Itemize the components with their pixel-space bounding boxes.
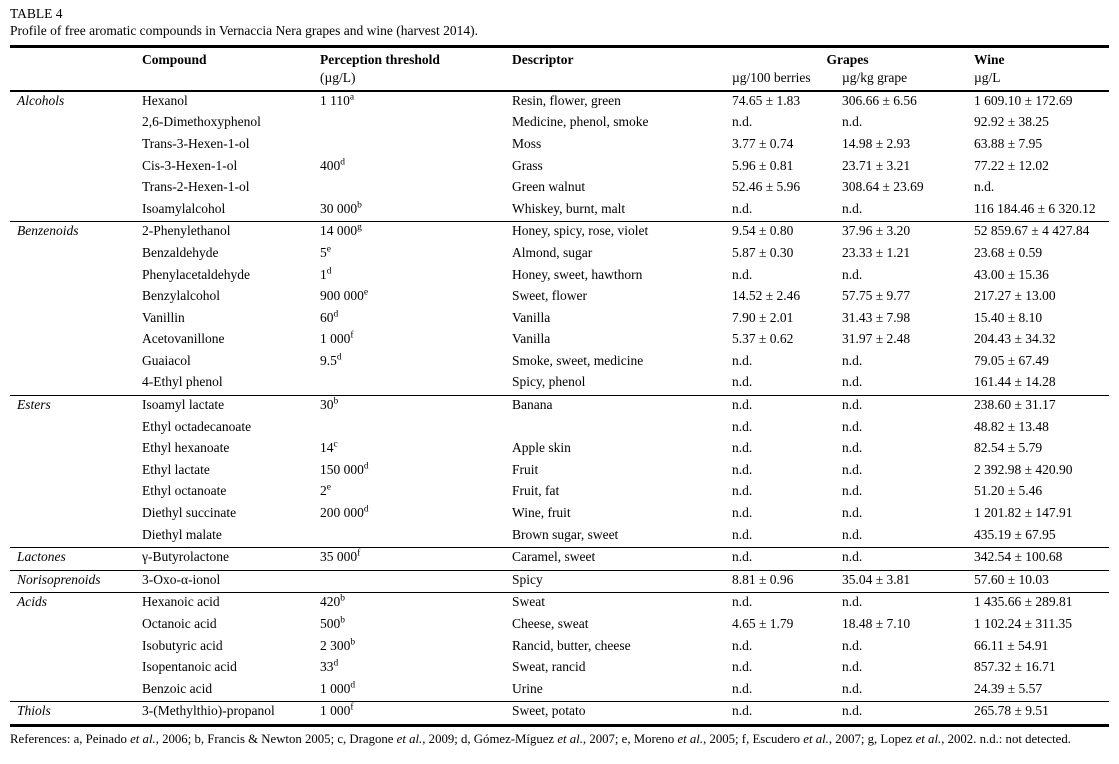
- grapes-kg-cell: n.d.: [842, 659, 863, 675]
- footnote-et-al: et al.: [557, 731, 583, 746]
- col-header-ug-100-berries: µg/100 berries: [725, 69, 835, 91]
- footnote-text: , 2005; f, Escudero: [703, 731, 804, 746]
- compound-cell: Isopentanoic acid: [142, 659, 237, 675]
- category-cell: Thiols: [10, 702, 135, 726]
- compound-cell: Benzoic acid: [135, 680, 313, 702]
- col-header-wine-group: Wine: [967, 46, 1109, 69]
- grapes-berries-cell: n.d.: [732, 505, 753, 521]
- compound-cell: 2,6-Dimethoxyphenol: [142, 114, 261, 130]
- grapes-berries-cell: n.d.: [732, 461, 753, 477]
- reference-superscript: b: [340, 593, 345, 604]
- references-footnote: [10, 731, 1109, 748]
- wine-cell: 116 184.46 ± 6 320.12: [967, 200, 1109, 222]
- descriptor-cell: [505, 418, 725, 440]
- category-cell: [10, 266, 135, 288]
- threshold-cell: 14 000$^g$: [320, 222, 362, 239]
- table-row: [10, 702, 1109, 726]
- category-cell: Benzenoids: [17, 223, 79, 239]
- wine-cell: 77.22 ± 12.02: [974, 157, 1049, 173]
- compound-cell: 3-Oxo-α-ionol: [135, 570, 313, 593]
- wine-cell: 1 201.82 ± 147.91: [974, 505, 1073, 521]
- compound-cell: Diethyl malate: [135, 526, 313, 548]
- compound-cell: Benzaldehyde: [142, 244, 219, 260]
- threshold-cell: 5e: [320, 244, 331, 260]
- reference-superscript: b: [333, 396, 339, 407]
- grapes-kg-cell: 31.97 ± 2.48: [842, 331, 911, 347]
- table-row: [10, 244, 1109, 266]
- wine-cell: 63.88 ± 7.95: [974, 135, 1043, 151]
- wine-cell: 51.20 ± 5.46: [974, 483, 1043, 499]
- compound-cell: Isoamylalcohol: [135, 200, 313, 222]
- category-cell: [10, 461, 135, 483]
- threshold-cell: 2e: [320, 482, 331, 499]
- table-row: [10, 593, 1109, 615]
- footnote-text: , 2007; e, Moreno: [582, 731, 678, 746]
- category-cell: [10, 526, 135, 548]
- reference-superscript: e: [363, 287, 369, 298]
- table-row: [10, 570, 1109, 593]
- grapes-kg-cell: 31.43 ± 7.98: [842, 309, 911, 325]
- table-header: [10, 46, 1109, 91]
- threshold-cell: 33$^d$: [320, 658, 339, 675]
- descriptor-cell: Smoke, sweet, medicine: [512, 352, 644, 368]
- compound-cell: 2-Phenylethanol: [142, 223, 231, 239]
- reference-superscript: b: [350, 637, 356, 648]
- wine-cell: 52 859.67 ± 4 427.84: [974, 223, 1090, 239]
- grapes-kg-cell: n.d.: [835, 200, 967, 222]
- grapes-kg-cell: n.d.: [842, 352, 863, 368]
- grapes-kg-cell: 35.04 ± 3.81: [835, 570, 967, 593]
- header-row-groups: [10, 46, 1109, 69]
- grapes-berries-cell: n.d.: [732, 114, 753, 130]
- table-row: [10, 373, 1109, 395]
- threshold-cell: 150 000$^d$: [320, 461, 369, 477]
- category-cell: [10, 637, 135, 659]
- threshold-cell: 2 300$^b$: [320, 637, 356, 653]
- compound-cell: Isobutyric acid: [142, 637, 223, 653]
- descriptor-cell: Caramel, sweet: [505, 548, 725, 571]
- col-subheader-category-spacer: [10, 69, 135, 91]
- col-header-descriptor: Descriptor: [505, 46, 725, 69]
- descriptor-cell: Honey, spicy, rose, violet: [512, 223, 649, 239]
- reference-superscript: f: [350, 330, 354, 341]
- compound-cell: Benzylalcohol: [142, 288, 220, 304]
- footnote-text: , 2002. n.d.: not detected.: [941, 731, 1071, 746]
- wine-cell: 92.92 ± 38.25: [974, 114, 1049, 130]
- wine-cell: n.d.: [974, 179, 995, 195]
- descriptor-cell: Fruit, fat: [512, 483, 560, 499]
- table-row: [10, 615, 1109, 637]
- grapes-kg-cell: n.d.: [842, 114, 863, 130]
- reference-superscript: d: [350, 680, 356, 691]
- threshold-cell: [313, 178, 505, 200]
- wine-cell: 82.54 ± 5.79: [974, 440, 1043, 456]
- category-cell: [10, 680, 135, 702]
- grapes-berries-cell: 14.52 ± 2.46: [732, 288, 801, 304]
- section-thiols: [10, 702, 1109, 726]
- grapes-kg-cell: n.d.: [842, 440, 863, 456]
- wine-cell: 48.82 ± 13.48: [974, 418, 1049, 434]
- footnote-et-al: et al.: [803, 731, 829, 746]
- category-cell: Norisoprenoids: [10, 570, 135, 593]
- grapes-berries-cell: n.d.: [732, 594, 753, 610]
- footnote-et-al: et al.: [677, 731, 704, 746]
- category-cell: [10, 178, 135, 200]
- grapes-berries-cell: 9.54 ± 0.80: [732, 223, 794, 239]
- descriptor-cell: Sweat, rancid: [512, 659, 586, 675]
- grapes-kg-cell: n.d.: [842, 483, 863, 499]
- grapes-berries-cell: n.d.: [732, 440, 753, 456]
- grapes-berries-cell: n.d.: [725, 548, 835, 571]
- threshold-cell: 60$^d$: [320, 309, 339, 325]
- compound-cell: Diethyl succinate: [142, 505, 237, 521]
- descriptor-cell: Medicine, phenol, smoke: [512, 114, 649, 130]
- compound-cell: Cis-3-Hexen-1-ol: [142, 157, 238, 173]
- descriptor-cell: Sweat: [512, 594, 545, 610]
- compound-cell: 3-(Methylthio)-propanol: [135, 702, 313, 726]
- reference-superscript: e: [326, 482, 331, 493]
- section-acids: [10, 593, 1109, 702]
- footnote-text: , 2006; b, Francis & Newton 2005; c, Dragone: [155, 731, 397, 746]
- table-row: [10, 222, 1109, 244]
- wine-cell: 204.43 ± 34.32: [974, 331, 1056, 347]
- grapes-kg-cell: n.d.: [835, 548, 967, 571]
- compound-cell: Octanoic acid: [142, 616, 217, 631]
- table-row: [10, 352, 1109, 374]
- descriptor-cell: Vanilla: [512, 331, 551, 347]
- threshold-cell: 200 000$^d$: [320, 504, 369, 521]
- compound-cell: Acetovanillone: [142, 331, 225, 347]
- grapes-berries-cell: n.d.: [725, 526, 835, 548]
- threshold-cell: 35 000$^f$: [313, 548, 505, 571]
- col-header-grapes-group: Grapes: [725, 46, 967, 69]
- grapes-kg-cell: n.d.: [842, 266, 863, 282]
- descriptor-cell: Sweet, potato: [505, 702, 725, 726]
- reference-superscript: d: [363, 461, 369, 472]
- grapes-kg-cell: n.d.: [842, 397, 863, 413]
- threshold-cell: 500$^b$: [320, 615, 345, 631]
- footnote-et-al: et al.: [130, 731, 156, 746]
- footnote-text: References: a, Peinado: [10, 731, 131, 746]
- threshold-cell: 14$^c$: [320, 439, 338, 456]
- table-row: [10, 309, 1109, 331]
- threshold-cell: 420$^b$: [320, 593, 345, 610]
- grapes-berries-cell: n.d.: [725, 200, 835, 222]
- descriptor-cell: Grass: [512, 157, 543, 173]
- category-cell: [10, 309, 135, 331]
- grapes-kg-cell: n.d.: [842, 505, 863, 521]
- grapes-kg-cell: 308.64 ± 23.69: [842, 179, 924, 195]
- grapes-kg-cell: 306.66 ± 6.56: [842, 92, 917, 108]
- descriptor-cell: Green walnut: [512, 179, 586, 195]
- wine-cell: 23.68 ± 0.59: [974, 244, 1043, 260]
- table-row: [10, 461, 1109, 483]
- table-row: [10, 113, 1109, 135]
- table-row: [10, 418, 1109, 440]
- descriptor-cell: Apple skin: [512, 440, 571, 456]
- grapes-berries-cell: n.d.: [725, 680, 835, 702]
- wine-cell: 15.40 ± 8.10: [974, 309, 1043, 325]
- category-cell: [10, 330, 135, 352]
- compound-cell: Trans-2-Hexen-1-ol: [142, 179, 250, 195]
- wine-cell: 2 392.98 ± 420.90: [974, 461, 1073, 477]
- category-cell: Lactones: [10, 548, 135, 571]
- category-cell: Acids: [17, 594, 47, 610]
- col-header-threshold-units: (µg/L): [313, 69, 505, 91]
- reference-superscript: d: [340, 157, 345, 168]
- grapes-berries-cell: 5.37 ± 0.62: [732, 331, 794, 347]
- table-row: [10, 330, 1109, 352]
- threshold-cell: [313, 135, 505, 157]
- wine-cell: 43.00 ± 15.36: [974, 266, 1049, 282]
- descriptor-cell: Whiskey, burnt, malt: [505, 200, 725, 222]
- footnote-text: , 2009; d, Gómez-Míguez: [422, 731, 558, 746]
- wine-cell: 265.78 ± 9.51: [967, 702, 1109, 726]
- threshold-cell: 1 000$^d$: [313, 680, 505, 702]
- compound-cell: Ethyl hexanoate: [142, 440, 230, 456]
- wine-cell: 57.60 ± 10.03: [967, 570, 1109, 593]
- col-header-threshold: Perception threshold: [313, 46, 505, 69]
- table-row: [10, 658, 1109, 680]
- wine-cell: 79.05 ± 67.49: [974, 352, 1049, 368]
- reference-superscript: f: [357, 548, 361, 559]
- descriptor-cell: Honey, sweet, hawthorn: [512, 266, 643, 282]
- threshold-cell: [313, 373, 505, 395]
- footnote-et-al: et al.: [396, 731, 423, 746]
- section-benzenoids: [10, 222, 1109, 396]
- descriptor-cell: Urine: [505, 680, 725, 702]
- grapes-berries-cell: 5.87 ± 0.30: [732, 244, 794, 260]
- grapes-berries-cell: 74.65 ± 1.83: [732, 92, 801, 108]
- descriptor-cell: Vanilla: [512, 309, 551, 325]
- reference-superscript: a: [349, 92, 355, 103]
- grapes-berries-cell: n.d.: [725, 702, 835, 726]
- compound-cell: Phenylacetaldehyde: [142, 266, 250, 282]
- category-cell: [10, 157, 135, 179]
- wine-cell: 1 435.66 ± 289.81: [974, 594, 1073, 610]
- footnote-text: , 2007; g, Lopez: [828, 731, 916, 746]
- threshold-cell: [313, 570, 505, 593]
- descriptor-cell: Wine, fruit: [512, 505, 571, 521]
- section-lactones: [10, 548, 1109, 571]
- compound-cell: Hexanoic acid: [142, 594, 220, 610]
- wine-cell: 1 102.24 ± 311.35: [974, 616, 1073, 631]
- category-cell: [10, 504, 135, 526]
- grapes-berries-cell: 7.90 ± 2.01: [732, 309, 794, 325]
- category-cell: [10, 113, 135, 135]
- category-cell: [10, 135, 135, 157]
- grapes-berries-cell: n.d.: [732, 659, 753, 675]
- threshold-cell: 400$^d$: [320, 157, 345, 173]
- category-cell: [10, 418, 135, 440]
- compound-cell: Ethyl octadecanoate: [142, 418, 252, 434]
- category-cell: Esters: [17, 397, 51, 413]
- table-row: [10, 266, 1109, 288]
- category-cell: [10, 200, 135, 222]
- threshold-cell: 30 000$^b$: [313, 200, 505, 222]
- grapes-berries-cell: n.d.: [725, 373, 835, 395]
- wine-cell: 342.54 ± 100.68: [967, 548, 1109, 571]
- threshold-cell: [313, 526, 505, 548]
- descriptor-cell: Almond, sugar: [512, 244, 593, 260]
- threshold-cell: [313, 113, 505, 135]
- grapes-kg-cell: 37.96 ± 3.20: [842, 223, 911, 239]
- descriptor-cell: Sweet, flower: [512, 288, 587, 304]
- table-row: [10, 526, 1109, 548]
- col-subheader-descriptor-spacer: [505, 69, 725, 91]
- descriptor-cell: Rancid, butter, cheese: [512, 637, 631, 653]
- grapes-kg-cell: n.d.: [835, 526, 967, 548]
- reference-superscript: d: [333, 658, 339, 669]
- category-cell: [10, 352, 135, 374]
- compound-cell: Isoamyl lactate: [142, 397, 225, 413]
- compound-cell: Trans-3-Hexen-1-ol: [142, 135, 250, 151]
- compounds-table: [10, 45, 1109, 727]
- wine-cell: 217.27 ± 13.00: [974, 288, 1056, 304]
- category-cell: [10, 244, 135, 266]
- table-row: [10, 287, 1109, 309]
- wine-cell: 238.60 ± 31.17: [974, 397, 1056, 413]
- category-cell: [10, 658, 135, 680]
- threshold-cell: 1 000$^f$: [320, 330, 354, 347]
- reference-superscript: e: [326, 244, 331, 255]
- threshold-cell: 900 000e: [320, 287, 369, 304]
- descriptor-cell: Resin, flower, green: [512, 92, 621, 108]
- table-row: [10, 91, 1109, 114]
- table-row: [10, 135, 1109, 157]
- footnote-et-al: et al.: [915, 731, 942, 746]
- section-esters: [10, 396, 1109, 548]
- category-cell: Alcohols: [17, 92, 65, 108]
- descriptor-cell: Fruit: [512, 461, 539, 477]
- col-subheader-compound-spacer: [135, 69, 313, 91]
- table-row: [10, 178, 1109, 200]
- grapes-kg-cell: n.d.: [842, 418, 863, 434]
- grapes-berries-cell: n.d.: [732, 637, 753, 653]
- wine-cell: 857.32 ± 16.71: [974, 659, 1056, 675]
- reference-superscript: b: [340, 615, 345, 626]
- grapes-kg-cell: n.d.: [835, 702, 967, 726]
- table-row: [10, 439, 1109, 461]
- threshold-cell: [313, 418, 505, 440]
- category-cell: [10, 615, 135, 637]
- descriptor-cell: Spicy, phenol: [505, 373, 725, 395]
- header-row-units: [10, 69, 1109, 91]
- compound-cell: Ethyl octanoate: [142, 483, 227, 499]
- threshold-cell: 9.5$^d$: [320, 352, 342, 368]
- col-header-compound: Compound: [135, 46, 313, 69]
- table-row: [10, 482, 1109, 504]
- compound-cell: γ-Butyrolactone: [135, 548, 313, 571]
- reference-superscript: d: [333, 309, 339, 320]
- descriptor-cell: Spicy: [505, 570, 725, 593]
- grapes-kg-cell: 23.33 ± 1.21: [842, 244, 911, 260]
- grapes-berries-cell: n.d.: [732, 483, 753, 499]
- descriptor-cell: Cheese, sweat: [512, 616, 589, 631]
- table-row: [10, 637, 1109, 659]
- category-cell: [10, 373, 135, 395]
- grapes-kg-cell: n.d.: [842, 637, 863, 653]
- grapes-kg-cell: 14.98 ± 2.93: [842, 135, 911, 151]
- threshold-cell: 1 000$^f$: [313, 702, 505, 726]
- table-caption: Profile of free aromatic compounds in Vernaccia Nera grapes and wine (harvest 2014).: [10, 22, 478, 38]
- table-row: [10, 157, 1109, 179]
- wine-cell: 66.11 ± 54.91: [974, 637, 1049, 653]
- grapes-kg-cell: 18.48 ± 7.10: [842, 616, 911, 631]
- col-header-wine-units: µg/L: [967, 69, 1109, 91]
- threshold-cell: 30$^b$: [320, 396, 339, 413]
- category-cell: [10, 439, 135, 461]
- grapes-kg-cell: n.d.: [835, 680, 967, 702]
- grapes-kg-cell: n.d.: [842, 594, 863, 610]
- reference-superscript: d: [336, 352, 342, 363]
- wine-cell: 435.19 ± 67.95: [967, 526, 1109, 548]
- table-number: TABLE 4: [10, 6, 63, 21]
- reference-superscript: b: [357, 200, 362, 211]
- grapes-kg-cell: n.d.: [842, 461, 863, 477]
- grapes-berries-cell: 4.65 ± 1.79: [732, 616, 794, 631]
- col-header-category-spacer: [10, 46, 135, 69]
- grapes-kg-cell: 23.71 ± 3.21: [842, 157, 911, 173]
- grapes-berries-cell: n.d.: [732, 266, 753, 282]
- grapes-berries-cell: 8.81 ± 0.96: [725, 570, 835, 593]
- compound-cell: 4-Ethyl phenol: [135, 373, 313, 395]
- reference-superscript: g: [357, 222, 362, 233]
- grapes-berries-cell: 3.77 ± 0.74: [732, 135, 794, 151]
- compound-cell: Vanillin: [142, 309, 185, 325]
- wine-cell: 24.39 ± 5.57: [967, 680, 1109, 702]
- compound-cell: Ethyl lactate: [142, 461, 210, 477]
- descriptor-cell: Moss: [512, 135, 542, 151]
- category-cell: [10, 482, 135, 504]
- grapes-kg-cell: n.d.: [835, 373, 967, 395]
- table-row: [10, 200, 1109, 222]
- descriptor-cell: Brown sugar, sweet: [505, 526, 725, 548]
- table-row: [10, 680, 1109, 702]
- descriptor-cell: Banana: [512, 397, 553, 413]
- reference-superscript: c: [333, 439, 338, 450]
- section-norisoprenoids: [10, 570, 1109, 593]
- grapes-berries-cell: 52.46 ± 5.96: [732, 179, 801, 195]
- grapes-berries-cell: n.d.: [732, 418, 753, 434]
- table-row: [10, 548, 1109, 571]
- compound-cell: Guaiacol: [142, 352, 191, 368]
- wine-cell: 161.44 ± 14.28: [967, 373, 1109, 395]
- grapes-berries-cell: 5.96 ± 0.81: [732, 157, 794, 173]
- grapes-berries-cell: n.d.: [732, 397, 753, 413]
- category-cell: [10, 287, 135, 309]
- section-alcohols: [10, 91, 1109, 222]
- col-header-ug-kg-grape: µg/kg grape: [835, 69, 967, 91]
- reference-superscript: f: [350, 702, 354, 713]
- table-row: [10, 396, 1109, 418]
- reference-superscript: d: [326, 266, 332, 276]
- grapes-kg-cell: 57.75 ± 9.77: [842, 288, 911, 304]
- threshold-cell: 1$^d$: [320, 266, 332, 282]
- reference-superscript: d: [363, 504, 369, 515]
- compound-cell: Hexanol: [142, 92, 188, 108]
- threshold-cell: 1 110$^a$: [320, 92, 355, 108]
- wine-cell: 1 609.10 ± 172.69: [974, 92, 1073, 108]
- table-row: [10, 504, 1109, 526]
- grapes-berries-cell: n.d.: [732, 352, 753, 368]
